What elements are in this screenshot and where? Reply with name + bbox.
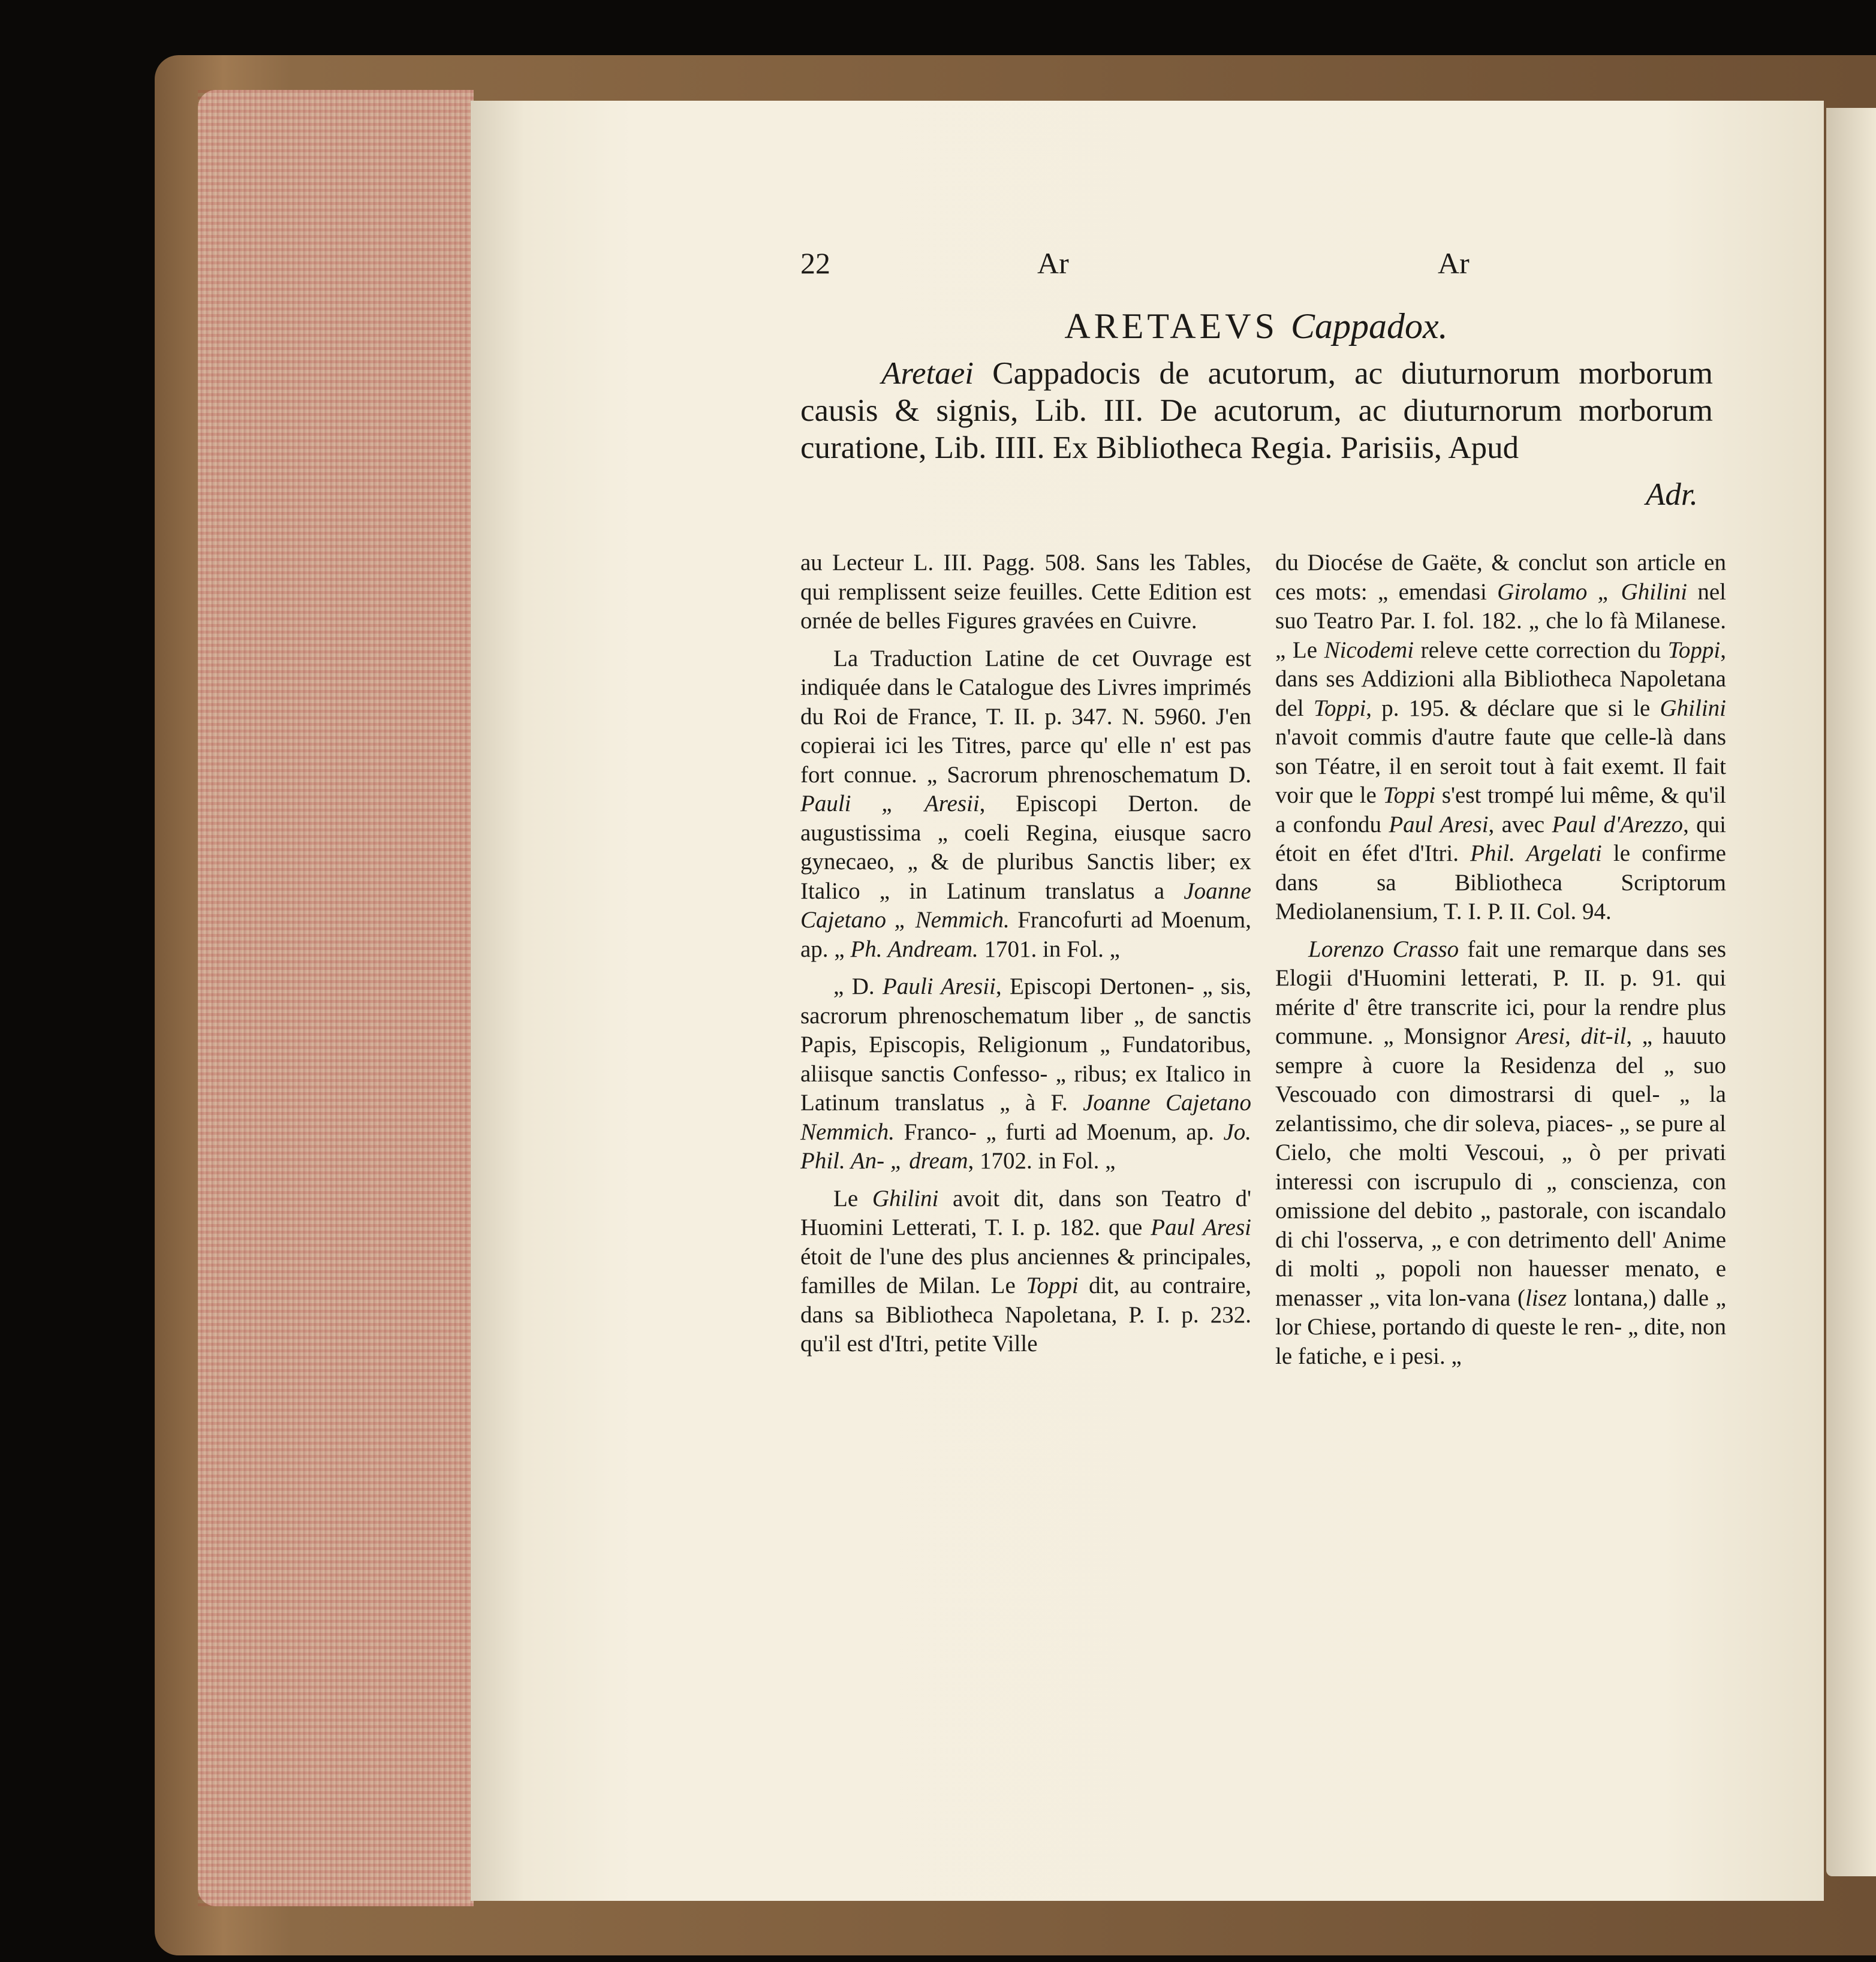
- left-column: [800, 548, 1251, 1367]
- italic-name: Ph. Andream.: [850, 936, 978, 962]
- text-run: avoit dit, dans son Teatro d' Huomini Letterati, T. I. p. 182. que: [800, 1185, 1251, 1240]
- text-run: n'avoit commis d'autre faute que celle-là dans son Téatre, il en seroit tout à fait exemt. Il fait voir que le: [1275, 724, 1726, 808]
- italic-name: Paul d'Arezzo: [1552, 811, 1684, 837]
- italic-name: Phil. Argelati: [1470, 840, 1602, 866]
- text-run: , p. 195. & déclare que si le: [1366, 695, 1660, 721]
- italic-name: Toppi: [1667, 637, 1721, 663]
- italic-name: lisez: [1525, 1285, 1567, 1311]
- lead-author: Aretaei: [881, 356, 974, 391]
- italic-name: Girolamo „ Ghilini: [1497, 578, 1688, 605]
- text-run: Francofurti ad Moenum, ap. „: [800, 907, 1252, 962]
- italic-name: Nicodemi: [1324, 637, 1414, 663]
- right-paragraph-2: [1275, 935, 1726, 1372]
- text-run: dit, au contraire, dans sa Bibliotheca Napoletana, P. I. p. 232. qu'il est d'Itri, petite Ville: [800, 1273, 1251, 1357]
- left-paragraph-2: [800, 644, 1251, 965]
- entry-lead-paragraph: [800, 355, 1713, 466]
- left-paragraph-1: au Lecteur L. III. Pagg. 508. Sans les Tables, qui remplissent seize feuilles. Cette Edition est ornée de belles Figures gravées en Cuivre.: [800, 550, 1251, 634]
- italic-name: Paul Aresi: [1151, 1214, 1251, 1240]
- text-run: Franco- „ furti ad Moenum, ap.: [895, 1119, 1224, 1145]
- text-run: Le: [833, 1185, 872, 1211]
- italic-name: Toppi: [1383, 782, 1436, 808]
- entry-title-name: ARETAEVS: [1064, 306, 1278, 346]
- italic-name: Aresi, dit-il: [1516, 1023, 1627, 1049]
- text-run: 1701. in Fol. „: [978, 936, 1120, 962]
- text-run: le confirme dans sa Bibliotheca Scriptorum Mediolanensium, T. I. P. II. Col. 94.: [1275, 840, 1726, 924]
- page-edges: [198, 90, 474, 1906]
- entry-title: [800, 306, 1712, 347]
- text-run: , Episcopi Dertonen- „ sis, sacrorum phrenoschematum liber „ de sanctis Papis, Episcopis, Religionum „ Fundatoribus, aliisque sanctis Confesso- „ ribus; ex Italico in Latinum translatus „ à F.: [800, 974, 1252, 1116]
- italic-name: Pauli Aresii: [883, 974, 996, 999]
- left-paragraph-4: [800, 1185, 1251, 1359]
- text-run: , „ hauuto sempre à cuore la Residenza del „ suo Vescouado con dimostrarsi di quel- „ la zelantissimo, che dir soleva, piaces- „ se pure al Cielo, che molti Vescoui, „ ò per privati interessi con iscrupulo di „ conscienza, con omissione del debito „ pastorale, con iscandalo di chi l'osserva, „ e con detrimento dell' Anime di molti „ popoli non hauesser menato, e menasser „ vita lon-vana (: [1275, 1023, 1726, 1311]
- running-head-left: Ar: [1037, 246, 1069, 280]
- running-head-right: Ar: [1438, 246, 1470, 280]
- italic-name: Ghilini: [1660, 695, 1726, 721]
- italic-name: Jo. Phil. An- „ dream: [800, 1119, 1251, 1174]
- right-paragraph-1: [1275, 548, 1726, 927]
- text-run: releve cette correction du: [1414, 637, 1668, 663]
- facing-page-edge: [1826, 108, 1876, 1876]
- lead-text: Cappadocis de acutorum, ac diuturnorum morborum causis & signis, Lib. III. De acutorum, ac diuturnorum morborum curatione, Lib. IIII. Ex Bibliotheca Regia. Parisiis, Apud: [800, 356, 1714, 465]
- text-run: „ D.: [833, 974, 883, 999]
- lead-catchword: Adr.: [1646, 477, 1698, 512]
- text-run: fait une remarque dans ses Elogii d'Huomini letterati, P. II. p. 91. qui mérite d' être transcrite ici, pour la rendre plus commune. „ Monsignor: [1275, 936, 1727, 1049]
- italic-name: Toppi: [1026, 1273, 1079, 1298]
- page-number: 22: [800, 246, 830, 280]
- italic-name: Toppi: [1313, 695, 1366, 721]
- italic-name: Joanne Cajetano „ Nemmich.: [800, 878, 1251, 933]
- running-header: [800, 246, 1712, 288]
- text-run: , 1702. in Fol. „: [968, 1148, 1116, 1174]
- right-column: [1275, 548, 1726, 1379]
- italic-name: Lorenzo Crasso: [1308, 936, 1459, 962]
- text-run: lontana,) dalle „ lor Chiese, portando di queste le ren- „ dite, non le fatiche, e i pesi. „: [1275, 1285, 1726, 1369]
- text-run: du Diocése de Gaëte, & conclut son article en ces mots: „ emendasi: [1275, 550, 1726, 605]
- text-run: La Traduction Latine de cet Ouvrage est indiquée dans le Catalogue des Livres imprimés du Roi de France, T. II. p. 347. N. 5960. J'en copierai ici les Titres, parce qu' elle n' est pas fort connue. „ Sacrorum phrenoschematum D.: [800, 645, 1251, 788]
- italic-name: Paul Aresi: [1389, 811, 1489, 837]
- text-run: , Episcopi Derton. de augustissima „ coeli Regina, eiusque sacro gynecaeo, „ & de pluribus Sanctis liber; ex Italico „ in Latinum translatus a: [800, 791, 1251, 904]
- italic-name: Pauli „ Aresii: [800, 791, 980, 816]
- text-run: , avec: [1488, 811, 1552, 837]
- text-run: , qui étoit en éfet d'Itri.: [1275, 811, 1727, 866]
- text-run: nel suo Teatro Par. I. fol. 182. „ che lo fà Milanese. „ Le: [1275, 578, 1726, 663]
- italic-name: Ghilini: [872, 1185, 939, 1211]
- text-run: s'est trompé lui même, & qu'il a confondu: [1275, 782, 1726, 837]
- text-run: , dans ses Addizioni alla Bibliotheca Napoletana del: [1275, 637, 1726, 721]
- left-paragraph-3: [800, 972, 1251, 1176]
- entry-title-subtitle: Cappadox.: [1290, 306, 1448, 346]
- italic-name: Joanne Cajetano Nemmich.: [800, 1090, 1251, 1145]
- text-run: étoit de l'une des plus anciennes & principales, familles de Milan. Le: [800, 1243, 1251, 1298]
